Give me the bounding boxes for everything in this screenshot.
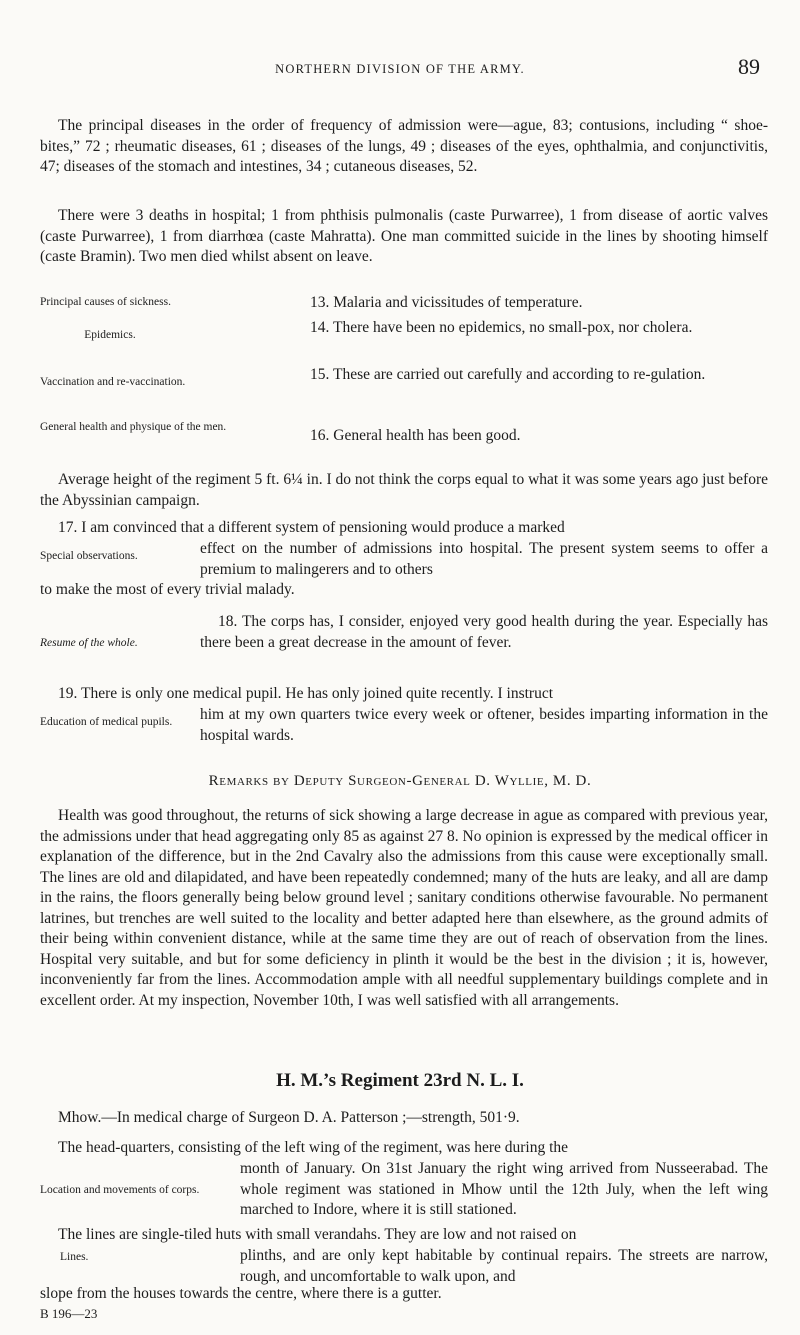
item-14: [40, 318, 768, 360]
paragraph-height: Average height of the regiment 5 ft. 6¼ in. I do not think the corps equal to what it was some years ago just before the Abyssinian campaign.: [40, 471, 768, 509]
paragraph-18: [40, 612, 768, 674]
paragraph-17-tail: to make the most of every trivial malady.: [40, 581, 295, 598]
margin-note-resume: Resume of the whole.: [40, 637, 138, 649]
item-16-text: 16. General health has been good.: [310, 427, 521, 444]
paragraph-17-side: effect on the number of admissions into hospital. The present system seems to offer a premium to malingerers and to others: [200, 540, 768, 578]
paragraph-deaths: There were 3 deaths in hospital; 1 from phthisis pulmonalis (caste Purwarree), 1 from disease of aortic valves (caste Purwarree), 1 from diarrhœa (caste Mahratta). One man committed suicide in the lines by shooting himself (caste Bramin). Two men died whilst absent on leave.: [40, 207, 768, 265]
item-15: [40, 365, 768, 407]
paragraph-mhow: Mhow.—In medical charge of Surgeon D. A. Patterson ;—strength, 501·9.: [58, 1109, 520, 1126]
item-16: [40, 420, 768, 454]
paragraph-remarks: Health was good throughout, the returns of sick showing a large decrease in ague as compared with previous year, the admissions under that head aggregating only 85 as against 27 8. No opinion is expressed by the medical officer in explanation of the difference, but in the 2nd Cavalry also the admissions from this cause were exceptionally small. The lines are old and dilapidated, and have been repeatedly condemned; many of the huts are leaky, and all are damp in the rains, the floors generally being below ground level ; sanitary conditions otherwise favourable. No permanent latrines, but trenches are well suited to the locality and better adapted here than elsewhere, as the ground admits of their being within convenient distance, while at the same time they are out of reach of observation from the lines. Hospital very suitable, and but for some deficiency in plinth it would be the best in the division ; it is, however, inconveniently far from the lines. Accommodation ample with all needful supplementary buildings complete and in excellent order. At my inspection, November 10th, I was well satisfied with all arrangements.: [40, 807, 768, 1009]
paragraph-19-body: [40, 705, 768, 747]
paragraph-lines-side: plinths, and are only kept habitable by continual repairs. The streets are narrow, rough, and uncomfortable to walk upon, and: [240, 1247, 768, 1285]
paragraph-lines-body: [40, 1246, 768, 1288]
regiment-title: H. M.’s Regiment 23rd N. L. I.: [276, 1070, 524, 1091]
margin-note-vaccination: Vaccination and re-vaccination.: [40, 376, 186, 388]
item-13-text: 13. Malaria and vicissitudes of temperature.: [310, 294, 583, 311]
margin-note-location: Location and movements of corps.: [40, 1184, 200, 1196]
paragraph-18-text: 18. The corps has, I consider, enjoyed very good health during the year. Especially has there been a great decrease in the amount of fever.: [200, 613, 768, 651]
paragraph-diseases: The principal diseases in the order of frequency of admission were—ague, 83; contusions, including “ shoe-bites,” 72 ; rheumatic diseases, 61 ; diseases of the lungs, 49 ; diseases of the eyes, ophthalmia, and conjunctivitis, 47; diseases of the stomach and intestines, 34 ; cutaneous diseases, 52.: [40, 117, 768, 175]
paragraph-headquarters-lead: The head-quarters, consisting of the left wing of the regiment, was here during the: [58, 1139, 569, 1156]
margin-note-principal-causes: Principal causes of sickness.: [40, 296, 171, 308]
page-number: 89: [738, 54, 760, 79]
margin-note-general-health: General health and physique of the men.: [40, 421, 227, 433]
remarks-heading: Remarks by Deputy Surgeon-General D. Wyllie, M. D.: [208, 773, 592, 789]
paragraph-headquarters-side: month of January. On 31st January the right wing arrived from Nusseerabad. The whole regiment was stationed in Mhow until the 12th July, when the left wing marched to Indore, where it is still stationed.: [240, 1160, 768, 1218]
paragraph-lines-lead: The lines are single-tiled huts with small verandahs. They are low and not raised on: [58, 1226, 577, 1243]
paragraph-headquarters-body: [40, 1159, 768, 1221]
item-14-text: 14. There have been no epidemics, no small-pox, nor cholera.: [310, 319, 693, 336]
paragraph-19-side: him at my own quarters twice every week or oftener, besides imparting information in the hospital wards.: [200, 706, 768, 744]
paragraph-17-body: [40, 539, 768, 581]
margin-note-lines: Lines.: [60, 1251, 89, 1263]
item-13: [40, 293, 768, 313]
paragraph-17-lead: 17. I am convinced that a different system of pensioning would produce a marked: [58, 519, 565, 536]
printer-signature: B 196—23: [40, 1306, 98, 1321]
margin-note-education: Education of medical pupils.: [40, 716, 173, 728]
paragraph-lines-tail: slope from the houses towards the centre, where there is a gutter.: [40, 1285, 442, 1302]
margin-note-special-observations: Special observations.: [40, 550, 138, 562]
running-title: NORTHERN DIVISION OF THE ARMY.: [275, 62, 525, 76]
item-15-text: 15. These are carried out carefully and according to re-gulation.: [310, 366, 706, 383]
paragraph-19-lead: 19. There is only one medical pupil. He has only joined quite recently. I instruct: [58, 685, 554, 702]
margin-note-epidemics: Epidemics.: [84, 329, 136, 341]
